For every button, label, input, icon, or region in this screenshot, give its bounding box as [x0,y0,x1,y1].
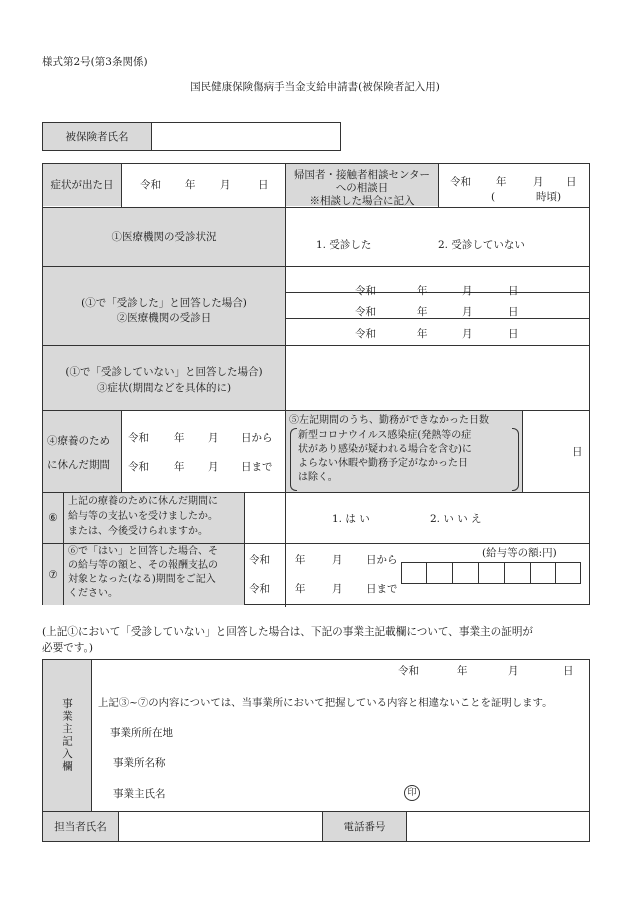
employer-address-field[interactable] [190,720,585,744]
q2-date-2[interactable] [286,293,589,318]
q5-days-field[interactable] [523,411,589,492]
person-in-charge-field[interactable] [119,812,322,841]
seal-icon: 印 [404,785,420,801]
q6-number: ⑥ [43,493,63,543]
q2-date-3[interactable] [286,319,589,345]
insured-name-field[interactable] [151,122,341,151]
form-number: 様式第2号(第3条関係) [42,56,148,68]
q4-period-field[interactable] [122,411,285,492]
q1-label: ①医療機関の受診状況 [43,208,285,266]
form-title: 国民健康保険傷病手当金支給申請書(被保険者記入用) [190,81,440,93]
q2-date-1[interactable] [286,267,589,292]
employer-office-name-label: 事業所名称 [113,757,166,769]
person-in-charge-label: 担当者氏名 [43,812,118,841]
symptom-date-label: 症状が出た日 [43,164,121,206]
q1-option-no[interactable]: 2. 受診していない [438,239,525,251]
insured-name-label: 被保険者氏名 [42,122,152,151]
center-consult-date-field[interactable] [439,164,589,206]
employer-office-name-field[interactable] [190,750,585,774]
q1-option-yes[interactable]: 1. 受診した [316,239,372,251]
q7-number: ⑦ [43,544,63,605]
employer-note-line2: 必要です。) [42,642,93,654]
q6-option-yes[interactable]: 1. は い [332,513,370,525]
phone-label: 電話番号 [323,812,406,841]
employer-date-field[interactable] [380,660,585,680]
employer-note-line1: (上記①において「受診していない」と回答した場合は、下記の事業主記載欄について、事業主の証明が [42,626,534,638]
q6-option-no[interactable]: 2. い い え [430,513,482,525]
employer-owner-label: 事業主氏名 [113,788,166,800]
symptom-date-field[interactable] [122,164,285,206]
employer-certification: 上記③~⑦の内容については、当事業所において把握している内容と相違ないことを証明します。 [98,697,553,709]
q4-label [43,411,121,492]
phone-field[interactable] [407,812,589,841]
q7-amount-field[interactable] [401,562,581,584]
q7-period-field[interactable] [245,544,400,605]
q3-symptom-field[interactable] [286,346,589,410]
employer-owner-field[interactable] [190,780,400,804]
q7-amount-label: (給与等の額:円) [482,547,557,559]
form-page: 様式第2号(第3条関係) 国民健康保険傷病手当金支給申請書(被保険者記入用) 被保険者氏名 症状が出た日 令和 年 月 日 帰国者・接触者相談センター への相談日 ※相談した場合に記入 令和 年 月 日 ( 時頃) ①医療機関の受診状況 1. 受診した 2. 受診していない (①で「受診した」と回答した場合) ②医療機関の受診日 令和 年 月 日 令和 年 月 日 令和 年 月 日 (①で「受診していない」と回答した場合) ③症状(期間などを具体的に) ④療養のため に休んだ期間 令和 年 月 日から 令和 年 月 日まで ⑤左記期間のうち、勤務ができなかった日数 新型コロナウイルス感染症(発熱等の症 状があり感染が疑われる場合を含む)に よらない休暇や勤務予定がなかった日 は除く。 日 ⑥ 上記の療養のために休んだ期間に 給与等の支払いを受けましたか。 または、今後受けられますか。 1. は い 2. い い え ⑦ ⑥で「はい」と回答した場合、そ の給与等の額と、その報酬支払の 対象となった(なる)期間をご記入 ください。 令和 年 月 日から 令和 年 月 日まで (給与等の額:円) (上記①において「受診していない」と回答した場合は、下記の事業主記載欄について、事業主の証明が 必要です。) 事業主記入欄 令和 年 月 日 上記③~⑦の内容については、当事業所において把握している内容と相違ないことを証明します。 事業所所在地 事業所名称 事業主氏名 印 担当者氏名 電話番号 [0,0,630,903]
employer-address-label: 事業所所在地 [110,727,173,739]
